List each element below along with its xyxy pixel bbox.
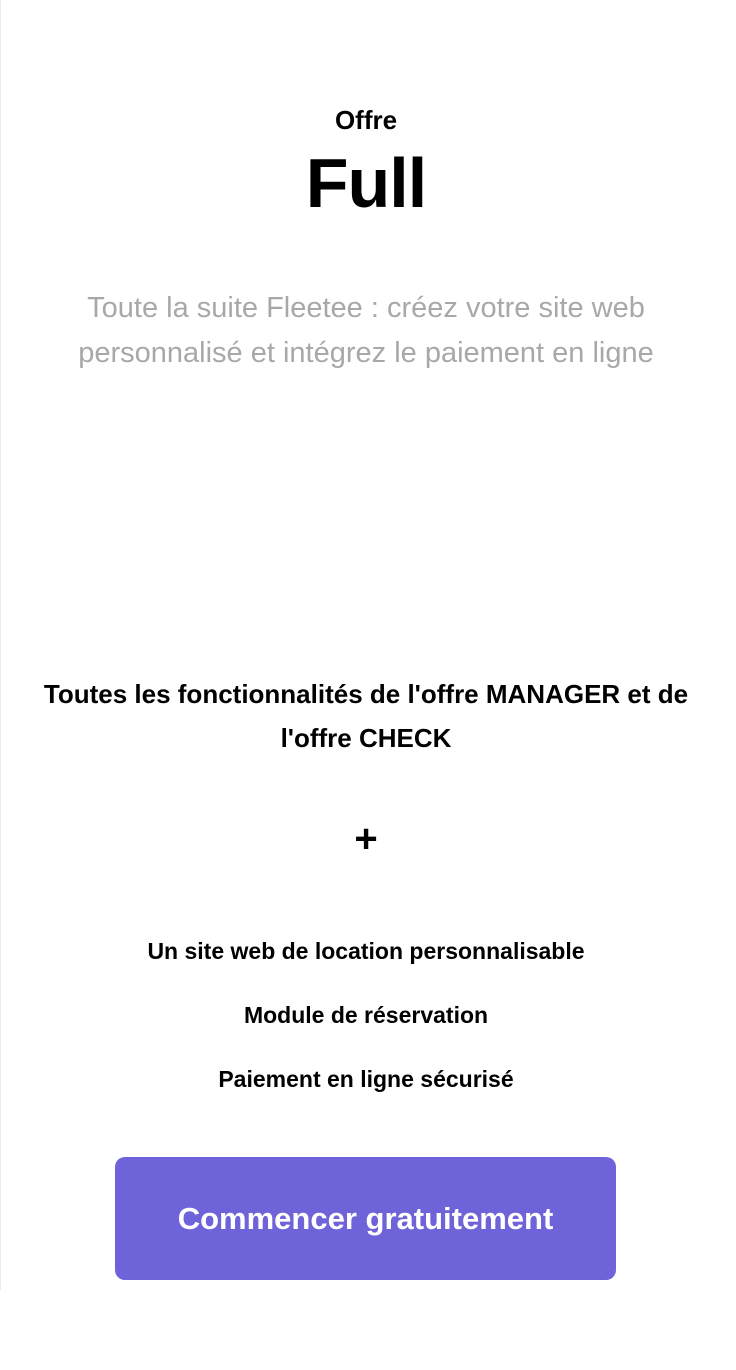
feature-item-payment: Paiement en ligne sécurisé <box>218 1066 514 1092</box>
feature-item-website: Un site web de location personnalisable <box>147 938 585 964</box>
features-title: Toutes les fonctionnalités de l'offre MANAGER et de l'offre CHECK <box>43 679 689 753</box>
offer-label: Offre <box>334 105 398 135</box>
feature-list <box>1 934 731 1126</box>
plus-icon: + <box>354 817 378 861</box>
offer-title: Full <box>305 144 427 222</box>
feature-item-booking: Module de réservation <box>243 1002 489 1028</box>
start-free-button[interactable]: Commencer gratuitement <box>115 1157 616 1280</box>
offer-description: Toute la suite Fleetee : créez votre site web personnalisé et intégrez le paiement en ligne <box>78 292 654 369</box>
